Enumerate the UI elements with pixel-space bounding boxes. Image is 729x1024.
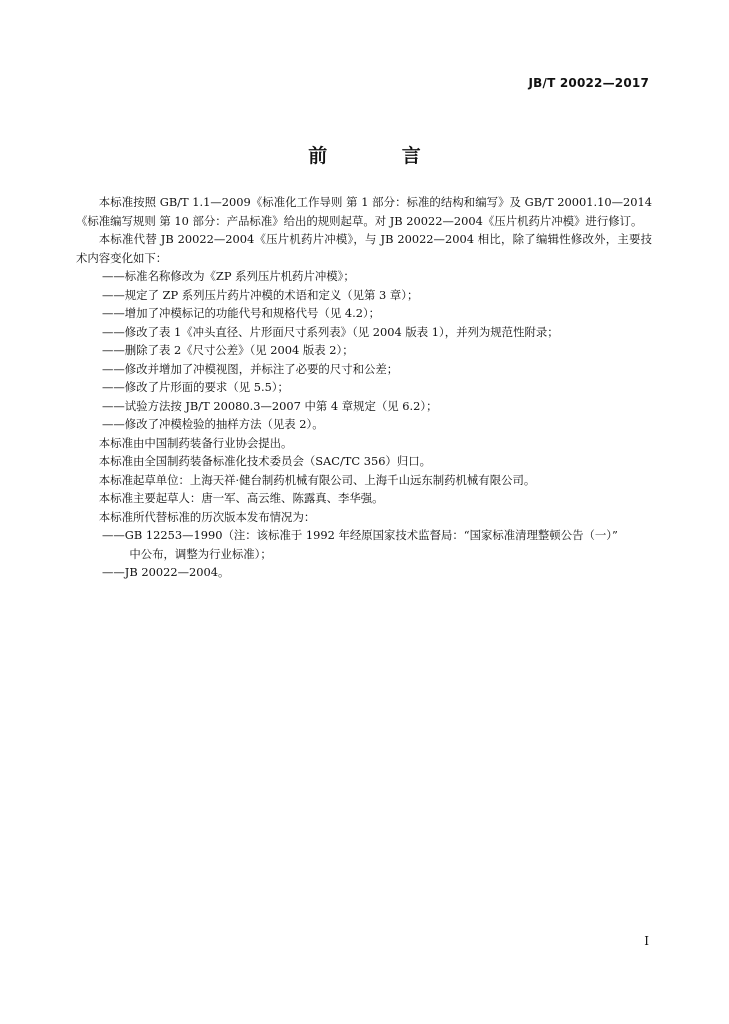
foreword-body (76, 193, 652, 582)
list-item: ——试验方法按 JB/T 20080.3—2007 中第 4 章规定（见 6.2）； (102, 398, 438, 413)
list-item: ——修改并增加了冲模视图，并标注了必要的尺寸和公差； (102, 361, 399, 376)
list-item: ——修改了片形面的要求（见 5.5）； (102, 380, 289, 394)
list-item: ——规定了 ZP 系列压片药片冲模的术语和定义（见第 3 章）； (102, 287, 419, 302)
page-number: I (644, 934, 649, 948)
history-list (76, 526, 652, 582)
changes-list (76, 267, 652, 434)
history-item-continuation: 中公布，调整为行业标准）； (129, 546, 272, 561)
intro-paragraph-1: 本标准按照 GB/T 1.1—2009《标准化工作导则 第 1 部分：标准的结构和编写》及 GB/T 20001.10—2014《标准编写规则 第 10 部分：产品标准》给出的规则起草。对 JB 20022—2004《压片机药片冲模》进行修订。 (76, 195, 652, 228)
history-item-line: ——GB 12253—1990（注：该标准于 1992 年经原国家技术监督局：“国家标准清理整顿公告（一）” (102, 528, 618, 542)
list-item: ——增加了冲模标记的功能代号和规格代号（见 4.2）； (102, 306, 381, 320)
intro-paragraph-2: 本标准代替 JB 20022—2004《压片机药片冲模》，与 JB 20022—2004 相比，除了编辑性修改外，主要技术内容变化如下： (76, 232, 652, 265)
page-title: 前 言 (308, 145, 455, 167)
statement-proposer: 本标准由中国制药装备行业协会提出。 (98, 435, 293, 450)
statement-drafters: 本标准主要起草人：唐一军、高云维、陈露真、李华强。 (98, 491, 384, 505)
list-item: ——修改了表 1《冲头直径、片形面尺寸系列表》（见 2004 版表 1），并列为规范性附录； (102, 324, 559, 339)
list-item: ——标准名称修改为《ZP 系列压片机药片冲模》； (102, 269, 355, 283)
standard-number: JB/T 20022—2017 (528, 76, 649, 90)
history-item (102, 526, 652, 563)
list-item: ——修改了冲模检验的抽样方法（见表 2）。 (102, 417, 324, 431)
history-item (102, 563, 652, 582)
statement-committee: 本标准由全国制药装备标准化技术委员会（SAC/TC 356）归口。 (98, 454, 432, 468)
history-item-line: ——JB 20022—2004。 (102, 565, 230, 579)
statement-history: 本标准所代替标准的历次版本发布情况为： (98, 509, 316, 524)
list-item: ——删除了表 2《尺寸公差》（见 2004 版表 2）； (102, 343, 354, 357)
statement-drafting-units: 本标准起草单位：上海天祥·健台制药机械有限公司、上海千山远东制药机械有限公司。 (98, 472, 536, 487)
